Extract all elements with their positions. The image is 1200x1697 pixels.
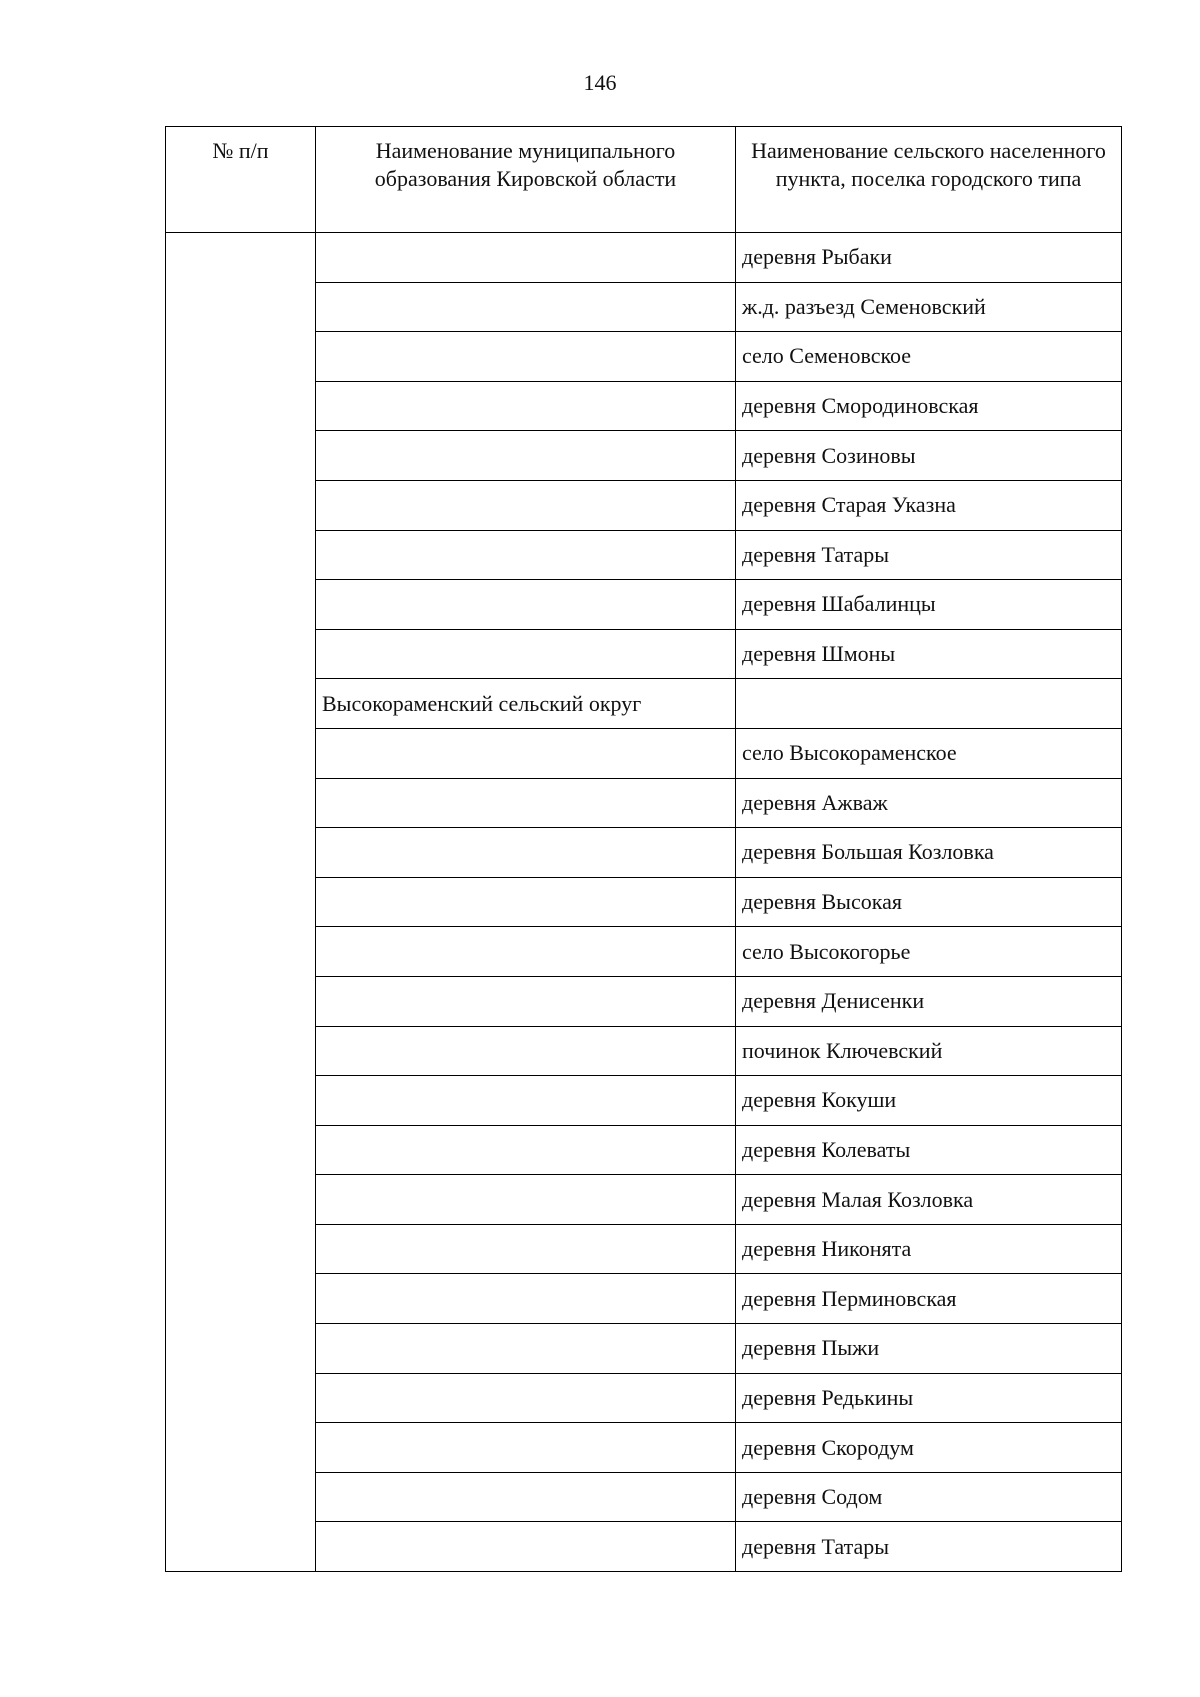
settlement-cell: деревня Содом	[736, 1472, 1122, 1522]
municipality-cell	[316, 1224, 736, 1274]
municipality-cell	[316, 828, 736, 878]
settlement-cell	[736, 679, 1122, 729]
settlement-cell: село Высокораменское	[736, 728, 1122, 778]
municipality-cell	[316, 381, 736, 431]
settlement-cell: деревня Шмоны	[736, 629, 1122, 679]
municipality-cell	[316, 431, 736, 481]
number-cell	[166, 233, 316, 1572]
municipality-cell	[316, 332, 736, 382]
table-row	[166, 233, 1122, 283]
municipality-cell	[316, 1274, 736, 1324]
municipality-cell	[316, 1373, 736, 1423]
settlement-cell: деревня Татары	[736, 1522, 1122, 1572]
settlement-cell: деревня Высокая	[736, 877, 1122, 927]
municipality-cell	[316, 629, 736, 679]
municipality-cell	[316, 728, 736, 778]
settlement-cell: село Семеновское	[736, 332, 1122, 382]
municipality-cell	[316, 282, 736, 332]
settlement-cell: деревня Ажваж	[736, 778, 1122, 828]
municipality-cell	[316, 976, 736, 1026]
municipality-cell	[316, 530, 736, 580]
settlement-cell: деревня Редькины	[736, 1373, 1122, 1423]
table-header-row	[166, 127, 1122, 233]
municipality-cell	[316, 480, 736, 530]
municipality-cell	[316, 1472, 736, 1522]
settlement-cell: деревня Перминовская	[736, 1274, 1122, 1324]
settlement-cell: деревня Большая Козловка	[736, 828, 1122, 878]
settlement-cell: ж.д. разъезд Семеновский	[736, 282, 1122, 332]
header-settlement: Наименование сельского населенного пункта, поселка городского типа	[736, 127, 1122, 233]
settlement-cell: деревня Старая Указна	[736, 480, 1122, 530]
header-municipality: Наименование муниципального образования Кировской области	[316, 127, 736, 233]
municipality-cell	[316, 1175, 736, 1225]
municipality-cell	[316, 1324, 736, 1374]
settlement-cell: деревня Колеваты	[736, 1125, 1122, 1175]
settlement-cell: деревня Татары	[736, 530, 1122, 580]
settlement-cell: деревня Скородум	[736, 1423, 1122, 1473]
municipality-cell	[316, 1522, 736, 1572]
table-body	[166, 233, 1122, 1572]
header-number: № п/п	[166, 127, 316, 233]
settlement-cell: деревня Рыбаки	[736, 233, 1122, 283]
municipality-cell	[316, 233, 736, 283]
settlement-cell: деревня Смородиновская	[736, 381, 1122, 431]
settlement-cell: деревня Созиновы	[736, 431, 1122, 481]
municipality-cell: Высокораменский сельский округ	[316, 679, 736, 729]
settlement-cell: починок Ключевский	[736, 1026, 1122, 1076]
settlement-cell: деревня Пыжи	[736, 1324, 1122, 1374]
municipality-cell	[316, 927, 736, 977]
settlements-table	[165, 126, 1122, 1572]
settlement-cell: деревня Кокуши	[736, 1076, 1122, 1126]
settlement-cell: село Высокогорье	[736, 927, 1122, 977]
settlement-cell: деревня Малая Козловка	[736, 1175, 1122, 1225]
municipality-cell	[316, 778, 736, 828]
settlement-cell: деревня Денисенки	[736, 976, 1122, 1026]
settlement-cell: деревня Никонята	[736, 1224, 1122, 1274]
municipality-cell	[316, 1423, 736, 1473]
page-number: 146	[583, 70, 617, 95]
municipality-cell	[316, 1125, 736, 1175]
municipality-cell	[316, 580, 736, 630]
municipality-cell	[316, 1026, 736, 1076]
settlement-cell: деревня Шабалинцы	[736, 580, 1122, 630]
municipality-cell	[316, 1076, 736, 1126]
municipality-cell	[316, 877, 736, 927]
